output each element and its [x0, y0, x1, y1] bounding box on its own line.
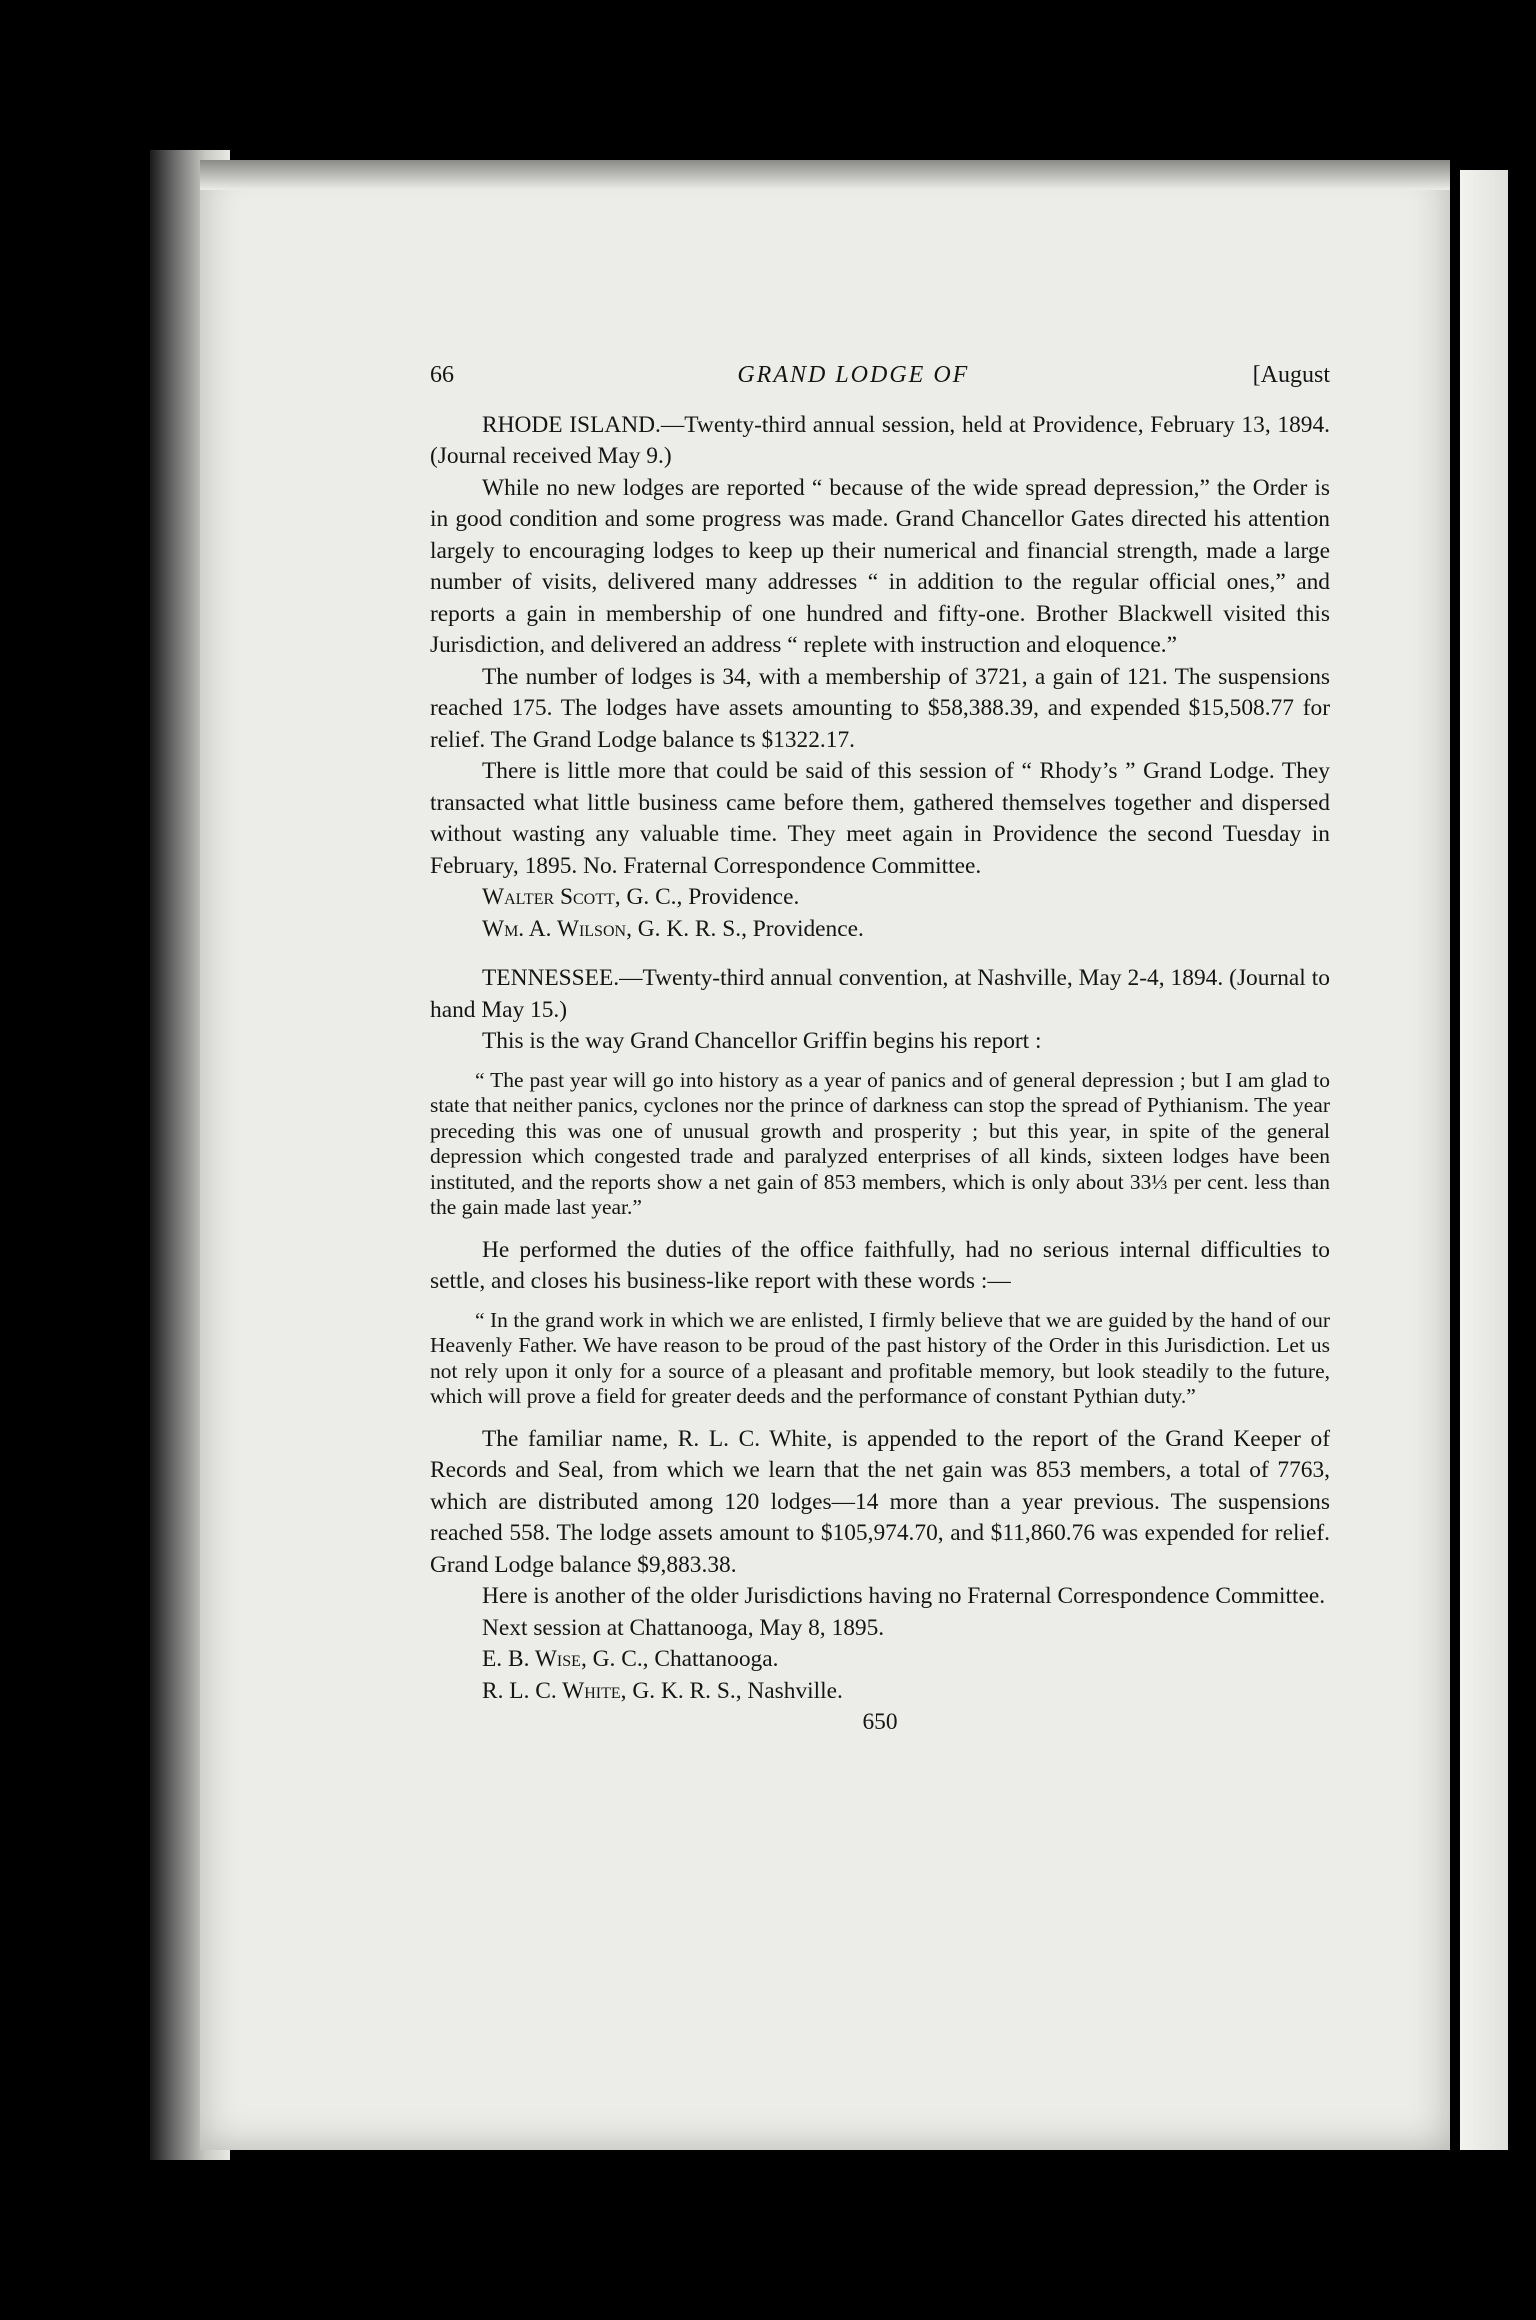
rhode-island-paragraph: The number of lodges is 34, with a membership of 3721, a gain of 121. The suspensions reached 175. The lodges have assets amounting to $58,388.39, and expended $15,508.77 for relief. The Grand Lodge balance ts $1322.17.	[430, 663, 1330, 753]
folio-number: 650	[862, 1709, 898, 1735]
tennessee-paragraph: He performed the duties of the office faithfully, had no serious internal difficulties to settle, and closes his business-like report with these words :—	[430, 1236, 1330, 1294]
running-header	[430, 360, 1330, 392]
running-title: GRAND LODGE OF	[737, 362, 970, 388]
signature-line	[430, 882, 1330, 914]
signature-title: , G. C., Chattanooga.	[580, 1646, 779, 1672]
rhode-island-paragraph: There is little more that could be said of this session of “ Rhody’s ” Grand Lodge. They transacted what little business came before them, gathered themselves together and dispersed without wasting any valuable time. They meet again in Providence the second Tuesday in February, 1895. No. Fraternal Correspondence Committee.	[430, 758, 1330, 879]
signature-name: R. L. C. White	[482, 1677, 621, 1704]
signature-name: Wm. A. Wilson	[482, 915, 627, 942]
facing-page-edge	[1460, 170, 1508, 2150]
page-content	[430, 360, 1330, 1739]
block-quote: “ In the grand work in which we are enlisted, I firmly believe that we are guided by the hand of our Heavenly Father. We have reason to be proud of the past history of the Order in this Jurisdiction. Let us not rely upon it only for a source of a pleasant and profitable memory, but look steadily to the future, which will prove a field for greater deeds and the performance of constant Pythian duty.”	[430, 1307, 1330, 1408]
signature-title: , G. C., Providence.	[614, 884, 800, 910]
signature-title: , G. K. R. S., Providence.	[626, 915, 864, 942]
tennessee-paragraph: The familiar name, R. L. C. White, is appended to the report of the Grand Keeper of Records and Seal, from which we learn that the net gain was 853 members, a total of 7763, which are distributed among 120 lodges—14 more than a year previous. The suspensions reached 558. The lodge assets amount to $105,974.70, and $11,860.76 was expended for relief. Grand Lodge balance $9,883.38.	[430, 1425, 1330, 1578]
signature-name: E. B. Wise	[482, 1646, 581, 1672]
block-quote: “ The past year will go into history as a year of panics and of general depression ; but I am glad to state that neither panics, cyclones nor the prince of darkness can stop the spread of Pythianism. The year preceding this was one of unusual growth and prosperity ; but this year, in spite of the general depression which congested trade and paralyzed enterprises of all kinds, sixteen lodges have been instituted, and the reports show a net gain of 853 members, which is only about 33⅓ per cent. less than the gain made last year.”	[430, 1067, 1330, 1219]
signature-name: Walter Scott	[482, 884, 615, 910]
header-month: [August	[1252, 362, 1330, 388]
page-number: 66	[430, 362, 454, 388]
tennessee-intro: This is the way Grand Chancellor Griffin begins his report :	[482, 1028, 1042, 1054]
tennessee-paragraph: Here is another of the older Jurisdictions having no Fraternal Correspondence Committee.	[482, 1583, 1326, 1609]
page-top-shadow	[200, 160, 1450, 190]
signature-line	[430, 1644, 1330, 1676]
rhode-island-opening: RHODE ISLAND.—Twenty-third annual session, held at Providence, February 13, 1894. (Journal received May 9.)	[430, 411, 1330, 469]
tennessee-paragraph: Next session at Chattanooga, May 8, 1895.	[482, 1614, 885, 1641]
rhode-island-paragraph: While no new lodges are reported “ because of the wide spread depression,” the Order is in good condition and some progress was made. Grand Chancellor Gates directed his attention largely to encouraging lodges to keep up their numerical and financial strength, made a large number of visits, delivered many addresses “ in addition to the regular official ones,” and reports a gain in membership of one hundred and fifty-one. Brother Blackwell visited this Jurisdiction, and delivered an address “ replete with instruction and eloquence.”	[430, 474, 1330, 658]
signature-line	[430, 1676, 1330, 1708]
tennessee-section	[430, 963, 1330, 1739]
rhode-island-section	[430, 410, 1330, 946]
signature-line	[430, 914, 1330, 946]
tennessee-opening: TENNESSEE.—Twenty-third annual convention, at Nashville, May 2-4, 1894. (Journal to hand May 15.)	[430, 965, 1330, 1023]
signature-title: , G. K. R. S., Nashville.	[620, 1677, 843, 1704]
